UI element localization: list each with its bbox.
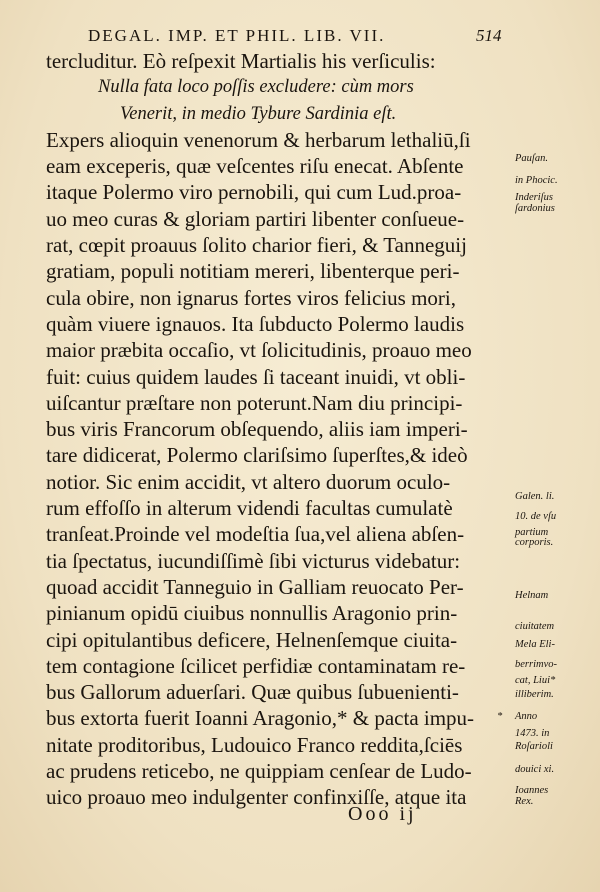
signature-mark: Ooo ij — [348, 803, 417, 825]
page-number: 514 — [476, 26, 502, 45]
text-line: Expers alioquin venenorum & herbarum lethaliū,ſi — [46, 127, 471, 152]
text-line: eam exceperis, quæ veſcentes riſu enecat. Abſente — [46, 154, 464, 179]
margin-note: berrimvo- — [515, 659, 557, 670]
margin-note: ſardonius — [515, 203, 555, 214]
text-line: cipi opitulantibus deficere, Helnenſemque ciuita- — [46, 627, 458, 652]
text-line: Venerit, in medio Tybure Sardinia eſt. — [120, 103, 397, 124]
text-line: quoad accidit Tanneguio in Galliam reuocato Per- — [46, 574, 464, 599]
margin-note: in Phocic. — [515, 175, 558, 186]
margin-note: corporis. — [515, 537, 554, 548]
text-line: itaque Polermo viro pernobili, qui cum Lud.proa- — [46, 180, 462, 205]
margin-note: 10. de vſu — [515, 511, 557, 522]
margin-note: Mela Eli- — [515, 639, 555, 650]
margin-note: douici xi. — [515, 764, 555, 775]
text-line: uo meo curas & gloriam partiri libenter conſueue- — [46, 206, 465, 231]
margin-note: Galen. li. — [515, 491, 555, 502]
text-line: bus extorta fuerit Ioanni Aragonio,* & pacta impu- — [46, 706, 475, 731]
margin-note: Inderiſus — [515, 192, 553, 203]
body-text — [46, 48, 526, 811]
margin-note: Pauſan. — [515, 153, 548, 164]
margin-note: * — [497, 711, 503, 722]
margin-note: illiberim. — [515, 689, 554, 700]
text-line: uiſcantur præſtare non poterunt.Nam diu principi- — [46, 390, 463, 415]
text-line: bus viris Francorum obſequendo, aliis iam imperi- — [46, 417, 468, 442]
margin-note: Roſarioli — [515, 741, 553, 752]
text-line: tranſeat.Proinde vel modeſtia ſua,vel aliena abſen- — [46, 522, 465, 547]
text-line: Nulla fata loco poſſis excludere: cùm mors — [98, 77, 414, 98]
text-line: tem contagione ſcilicet perfidiæ contaminatam re- — [46, 653, 466, 678]
text-line: tercluditur. Eò reſpexit Martialis his verſiculis: — [46, 49, 436, 73]
margin-note: cat, Liui* — [515, 675, 556, 686]
margin-note: partium — [515, 527, 549, 538]
text-line: uico proauo meo indulgenter confinxiſſe, atque ita — [46, 785, 467, 810]
margin-note: 1473. in — [515, 728, 550, 739]
text-line: notior. Sic enim accidit, vt altero duorum oculo- — [46, 469, 451, 494]
text-line: bus Gallorum aduerſari. Quæ quibus ſubuenienti- — [46, 680, 459, 705]
text-line: fuit: cuius quidem laudes ſi taceant inuidi, vt obli- — [46, 364, 466, 389]
text-line: rum effoſſo in alterum videndi facultas cumulatè — [46, 496, 453, 521]
text-line: quàm viuere ignauos. Ita ſubducto Polermo laudis — [46, 311, 465, 336]
margin-note: Helnam — [515, 590, 549, 601]
text-line: gratiam, populi notitiam mereri, libenterque peri- — [46, 259, 460, 284]
text-line: tare didicerat, Polermo clariſsimo ſuperſtes,& ideò — [46, 443, 468, 468]
text-line: ac prudens reticebo, ne quippiam cenſear de Ludo- — [46, 759, 472, 784]
text-line: tia ſpectatus, iucundiſſimè ſibi victurus videbatur: — [46, 548, 461, 573]
margin-note: ciuitatem — [515, 621, 555, 632]
text-line: rat, cœpit proauus ſolito charior fieri, & Tanneguij — [46, 233, 467, 258]
text-line: maior præbita occaſio, vt ſolicitudinis, proauo meo — [46, 338, 472, 363]
margin-note: Ioannes — [515, 785, 549, 796]
text-line: nitate proditoribus, Ludouico Franco reddita,ſciēs — [46, 732, 463, 757]
margin-note: Rex. — [515, 796, 534, 807]
margin-note: Anno — [515, 711, 538, 722]
text-line: pinianum opidū ciuibus nonnullis Aragonio prin- — [46, 601, 458, 626]
text-line: cula obire, non ignarus fortes viros felicius mori, — [46, 285, 456, 310]
running-title: DEGAL. IMP. ET PHIL. LIB. VII. — [88, 26, 386, 45]
